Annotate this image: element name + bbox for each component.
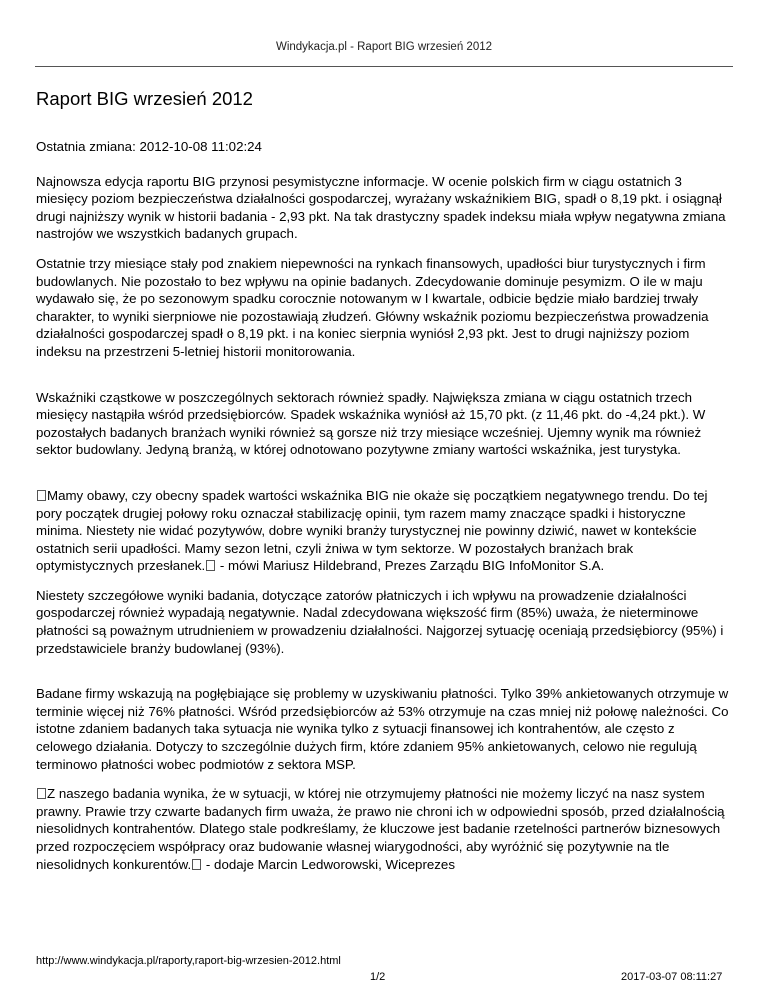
quote-text: Mamy obawy, czy obecny spadek wartości wskaźnika BIG nie okaże się początkiem negatywnego trendu. Do tej pory początek drugiej połowy roku oznaczał stabilizację opinii, tym razem mamy znaczące spadki i historyczne minima. Niestety nie widać pozytywów, dobre wyniki branży turystycznej nie powinny dziwić, nawet w kontekście ostatnich serii upadłości. Mamy sezon letni, czyli żniwa w tym sektorze. W pozostałych branżach brak optymistycznych przesłanek. [36, 487, 708, 574]
paragraph-3: Wskaźniki cząstkowe w poszczególnych sektorach również spadły. Największa zmiana w ciągu ostatnich trzech miesięcy nastąpiła wśród przedsiębiorców. Spadek wskaźnika wyniósł aż 15,70 pkt. (z 11,46 pkt. do -4,24 pkt.). W pozostałych badanych branżach wyniki również są gorsze niż trzy miesiące wcześniej. Ujemny wynik ma również sektor budowlany. Jedyną branżą, w której odnotowano pozytywne zmiany wartości wskaźnika, jest turystyka. [36, 389, 706, 458]
quote-attribution: - mówi Mariusz Hildebrand, Prezes Zarządu BIG InfoMonitor S.A. [216, 558, 605, 574]
running-header: Windykacja.pl - Raport BIG wrzesień 2012 [275, 41, 493, 53]
paragraph-1: Najnowsza edycja raportu BIG przynosi pesymistyczne informacje. W ocenie polskich firm w ciągu ostatnich 3 miesięcy poziom bezpieczeństwa działalności gospodarczej, wyrażany wskaźnikiem BIG, spadł o 8,19 pkt. i osiągnął drugi najniższy wynik w historii badania - 2,93 pkt. Na tak drastyczny spadek indeksu miała wpływ negatywna zmiana nastrojów we wszystkich badanych grupach. [36, 173, 726, 242]
paragraph-2: Ostatnie trzy miesiące stały pod znakiem niepewności na rynkach finansowych, upadłości biur turystycznych i firm budowlanych. Nie pozostało to bez wpływu na opinie badanych. Zdecydowanie dominuje pesymizm. O ile w maju wydawało się, że po sezonowym spadku corocznie notowanym w I kwartale, odbicie będzie miało bardziej trwały charakter, to wyniki sierpniowe nie pozostawiają złudzeń. Główny wskaźnik poziomu bezpieczeństwa prowadzenia działalności gospodarczej spadł o 8,19 pkt. i na koniec sierpnia wyniósł 2,93 pkt. Jest to drugi najniższy poziom indeksu na przestrzeni 5-letniej historii monitorowania. [36, 255, 709, 359]
print-timestamp: 2017-03-07 08:11:27 [621, 971, 723, 983]
article-body [36, 138, 734, 873]
page-title: Raport BIG wrzesień 2012 [36, 88, 253, 109]
last-modified: Ostatnia zmiana: 2012-10-08 11:02:24 [36, 139, 262, 154]
missing-glyph-icon [37, 490, 46, 501]
paragraph-6: Badane firmy wskazują na pogłębiające się problemy w uzyskiwaniu płatności. Tylko 39% ankietowanych otrzymuje w terminie więcej niż 76% płatności. Wśród przedsiębiorców aż 53% otrzymuje na czas mniej niż połowę należności. Co istotne zdaniem badanych taka sytuacja nie wynika tylko z sytuacji finansowej ich kontrahentów, ale często z celowego działania. Dotyczy to szczególnie dużych firm, które zdaniem 95% ankietowanych, celowo nie regulują terminowo płatności wobec podmiotów z sektora MSP. [36, 686, 729, 772]
quote-attribution: - dodaje Marcin Ledworowski, Wiceprezes [202, 856, 455, 872]
header-divider [35, 66, 733, 67]
page-number: 1/2 [370, 971, 386, 983]
paragraph-4-quote [36, 487, 734, 575]
missing-glyph-icon [192, 859, 201, 870]
missing-glyph-icon [37, 788, 46, 799]
paragraph-5: Niestety szczegółowe wyniki badania, dotyczące zatorów płatniczych i ich wpływu na prowadzenie działalności gospodarczej również wypadają negatywnie. Nadal zdecydowana większość firm (85%) uważa, że nieterminowe płatności są poważnym utrudnieniem w prowadzeniu działalności. Najgorzej sytuację oceniają przedsiębiorcy (95%) i przedstawiciele branży budowlanej (93%). [36, 587, 724, 656]
missing-glyph-icon [206, 560, 215, 571]
footer-url: http://www.windykacja.pl/raporty,raport-big-wrzesien-2012.html [36, 955, 341, 967]
quote-text: Z naszego badania wynika, że w sytuacji, w której nie otrzymujemy płatności nie możemy liczyć na nasz system prawny. Prawie trzy czwarte badanych firm uważa, że prawo nie chroni ich w odpowiedni sposób, przed działalnością niesolidnych kontrahentów. Dlatego stale podkreślamy, że kluczowe jest badanie rzetelności partnerów biznesowych przed rozpoczęciem współpracy oraz budowanie własnej wiarygodności, aby wyróżnić się pozytywnie na tle niesolidnych konkurentów. [36, 786, 725, 872]
paragraph-7-quote [36, 785, 734, 873]
